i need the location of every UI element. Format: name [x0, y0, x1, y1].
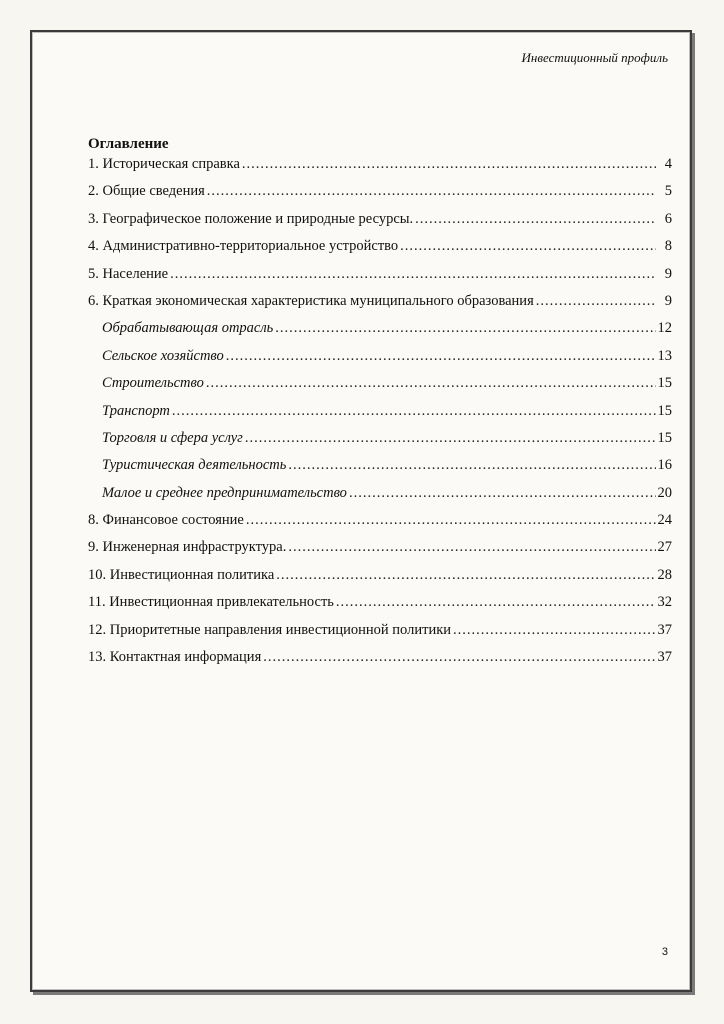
toc-dot-leader: [288, 539, 655, 556]
toc-entry-page: 4: [664, 156, 672, 172]
toc-dot-leader: [206, 375, 656, 392]
running-header: Инвестиционный профиль: [521, 50, 668, 65]
toc-dot-leader: [288, 457, 655, 474]
toc-entry-page: 28: [657, 566, 672, 583]
toc-dot-leader: [245, 430, 656, 447]
toc-entry-label: Транспорт: [102, 402, 170, 419]
toc-entry[interactable]: [88, 594, 672, 621]
toc-dot-leader: [207, 183, 656, 200]
toc-entry-label: 11. Инвестиционная привлекательность: [88, 594, 334, 611]
toc-entry[interactable]: [88, 183, 672, 210]
toc-entry-label: 2. Общие сведения: [88, 183, 205, 200]
toc-dot-leader: [536, 293, 656, 310]
toc-entry-page: 9: [664, 265, 672, 282]
toc-entry-page: 15: [657, 375, 672, 392]
toc-entry-page: 15: [657, 402, 672, 419]
toc-entry-label: 6. Краткая экономическая характеристика муниципального образования: [88, 292, 534, 309]
page-number: 3: [661, 946, 668, 958]
toc-entry[interactable]: [88, 457, 672, 484]
toc-entry[interactable]: [88, 622, 672, 649]
toc-entry[interactable]: [88, 238, 672, 265]
toc-dot-leader: [453, 622, 655, 639]
toc-entry-label: 13. Контактная информация: [88, 649, 262, 666]
toc-entry[interactable]: [88, 211, 672, 238]
toc-title: Оглавление: [88, 136, 169, 152]
toc-dot-leader: [336, 594, 656, 611]
toc-entry-page: 6: [664, 210, 672, 227]
toc-entry[interactable]: [88, 348, 672, 375]
toc-entry[interactable]: [88, 320, 672, 347]
toc-dot-leader: [275, 320, 655, 337]
toc-entry[interactable]: [88, 485, 672, 512]
toc-entry-label: Сельское хозяйство: [102, 347, 224, 364]
toc-entry-page: 9: [664, 292, 672, 309]
toc-entry-label: Обрабатывающая отрасль: [102, 320, 274, 337]
toc-entry-page: 24: [657, 512, 672, 529]
toc-entry-label: Торговля и сфера услуг: [102, 429, 243, 446]
toc-dot-leader: [226, 348, 656, 365]
toc-entry-page: 20: [657, 484, 672, 501]
toc-entry-label: 5. Население: [88, 265, 169, 282]
toc-entry[interactable]: [88, 649, 672, 676]
toc-entry-label: 9. Инженерная инфраструктура.: [88, 539, 287, 556]
toc-entry-label: 3. Географическое положение и природные ресурсы.: [88, 210, 414, 227]
toc-entry-page: 13: [657, 347, 672, 364]
toc-entry-page: 27: [657, 539, 672, 556]
toc-entry-label: 8. Финансовое состояние: [88, 512, 244, 529]
toc-entry-page: 15: [657, 429, 672, 446]
toc-dot-leader: [172, 403, 656, 420]
toc-entry[interactable]: [88, 266, 672, 293]
toc-entry-label: Малое и среднее предпринимательство: [102, 484, 347, 501]
toc-entry-page: 37: [657, 649, 672, 666]
toc-entry[interactable]: [88, 403, 672, 430]
toc-dot-leader: [400, 238, 656, 255]
toc-entry-page: 37: [657, 621, 672, 638]
page-frame: [30, 30, 692, 992]
toc-entry-page: 16: [657, 457, 672, 474]
toc-dot-leader: [415, 211, 656, 228]
table-of-contents: [88, 156, 672, 676]
toc-entry[interactable]: [88, 375, 672, 402]
toc-dot-leader: [349, 485, 656, 502]
toc-entry-page: 12: [657, 320, 672, 337]
toc-dot-leader: [170, 266, 656, 283]
toc-entry[interactable]: [88, 539, 672, 566]
toc-entry-label: Туристическая деятельность: [102, 457, 287, 474]
toc-entry-label: 10. Инвестиционная политика: [88, 566, 275, 583]
toc-dot-leader: [242, 156, 656, 173]
toc-entry-label: 1. Историческая справка: [88, 156, 240, 172]
toc-entry-page: 32: [657, 594, 672, 611]
toc-entry[interactable]: [88, 156, 672, 183]
toc-entry[interactable]: [88, 512, 672, 539]
toc-entry-page: 8: [664, 238, 672, 255]
toc-dot-leader: [246, 512, 656, 529]
toc-dot-leader: [263, 649, 655, 666]
toc-dot-leader: [276, 567, 655, 584]
toc-entry[interactable]: [88, 430, 672, 457]
toc-entry-label: Строительство: [102, 375, 204, 392]
toc-entry[interactable]: [88, 567, 672, 594]
toc-entry[interactable]: [88, 293, 672, 320]
toc-entry-page: 5: [664, 183, 672, 200]
toc-entry-label: 12. Приоритетные направления инвестиционной политики: [88, 621, 452, 638]
toc-entry-label: 4. Административно-территориальное устройство: [88, 238, 399, 255]
